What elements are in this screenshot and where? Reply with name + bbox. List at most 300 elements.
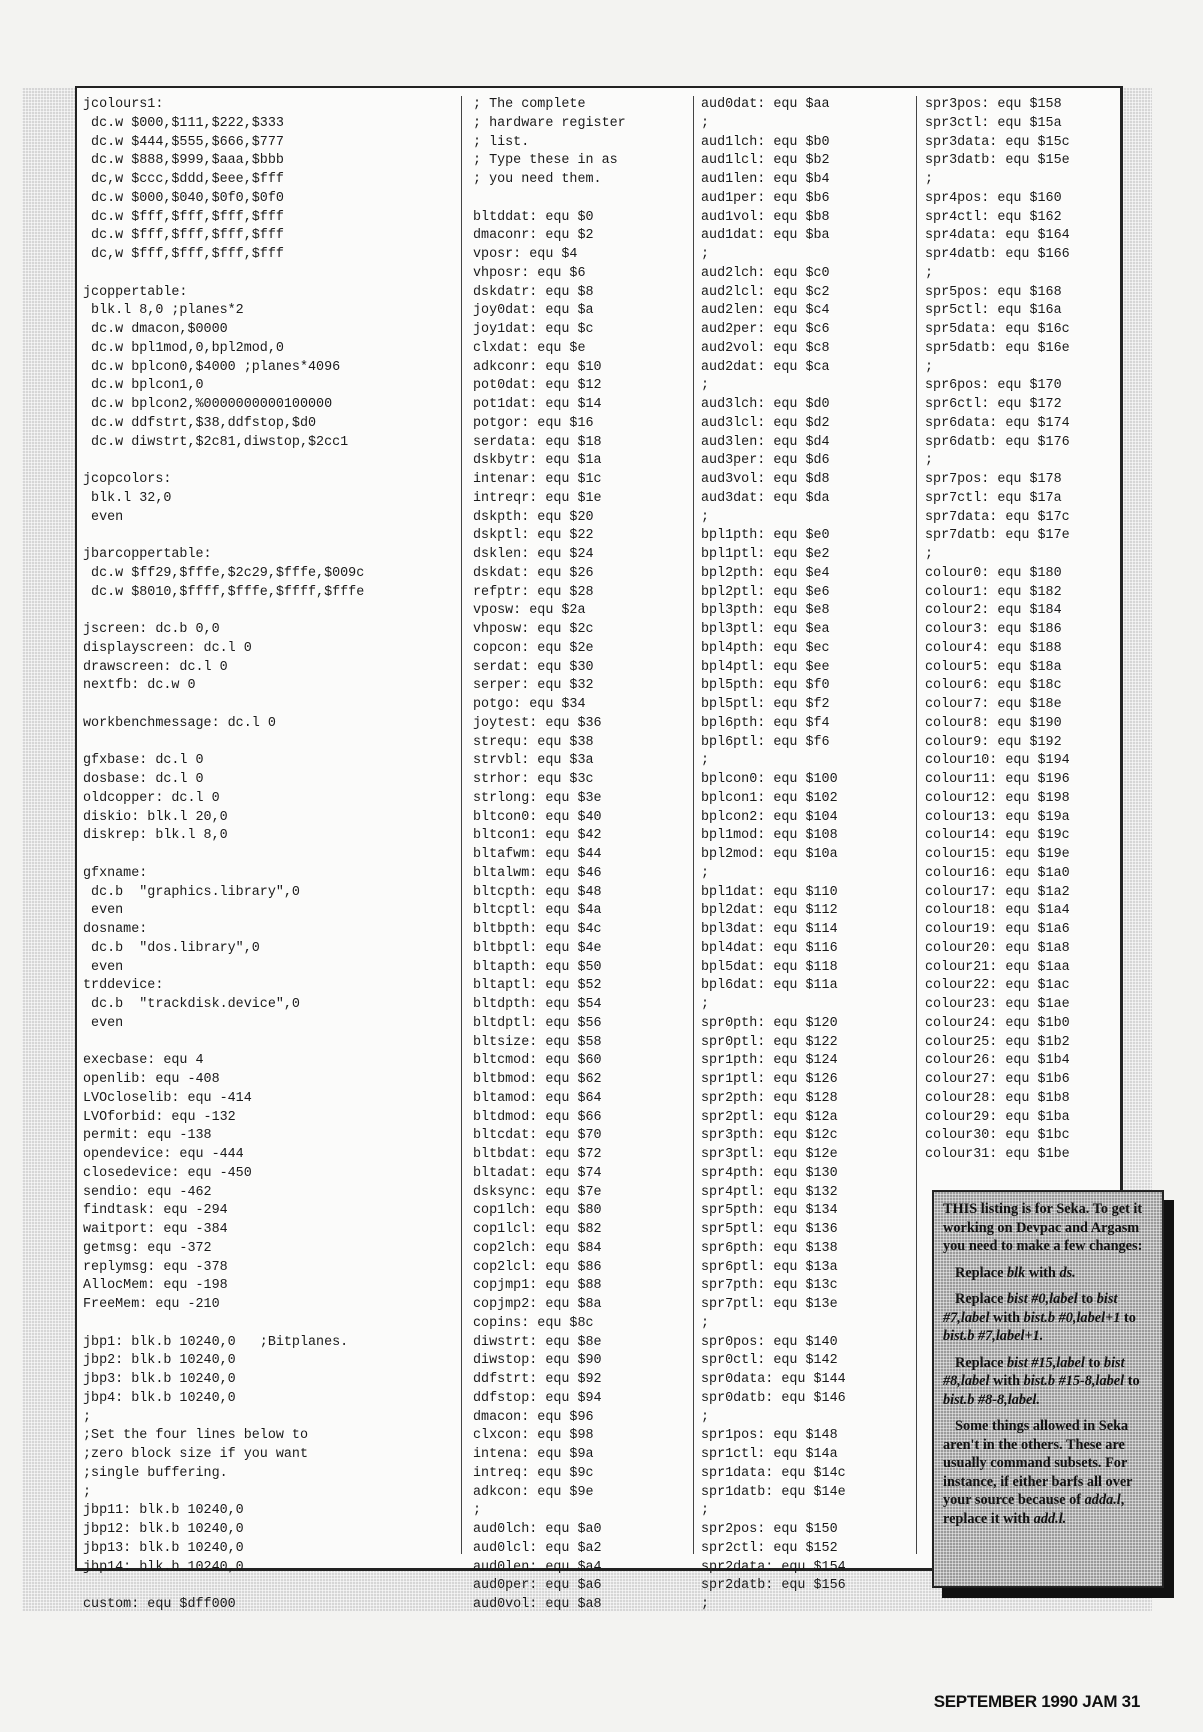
code-line: cop2lcl: equ $86 (473, 1259, 602, 1275)
code-line: aud1lcl: equ $b2 (701, 153, 830, 169)
code-line: aud0lcl: equ $a2 (473, 1540, 602, 1556)
code-line: spr4data: equ $164 (925, 228, 1070, 244)
code-line: spr7ptl: equ $13e (701, 1297, 838, 1312)
code-line: colour26: equ $1b4 (925, 1053, 1070, 1069)
code-line: jscreen: dc.b 0,0 (83, 622, 220, 637)
code-line: adkconr: equ $10 (473, 359, 602, 375)
code-line: ; (701, 1597, 710, 1612)
code-line: spr7datb: equ $17e (925, 528, 1070, 544)
code-line: jbp1: blk.b 10240,0 ;Bitplanes. (83, 1334, 349, 1350)
code-line: colour29: equ $1ba (925, 1109, 1070, 1125)
code-line: aud3vol: equ $d8 (701, 472, 830, 487)
code-line: spr7ctl: equ $17a (925, 490, 1062, 506)
code-line: jbp3: blk.b 10240,0 (83, 1372, 236, 1387)
code-line: colour12: equ $198 (925, 790, 1070, 806)
code-line: colour20: equ $1a8 (925, 940, 1070, 956)
code-line: spr3pth: equ $12c (701, 1128, 838, 1144)
code-line: dmacon: equ $96 (473, 1409, 594, 1425)
note-intro: THIS listing is for Seka. To get it working on Devpac and Argasm you need to make a few changes: (943, 1201, 1143, 1254)
code-line: clxdat: equ $e (473, 340, 586, 356)
code-line: vhposr: equ $6 (473, 265, 586, 281)
code-line: replymsg: equ -378 (83, 1259, 228, 1275)
code-line (473, 190, 693, 209)
note-paragraph: Replace bist #15,label to bist #8,label with bist.b #15-8,label to bist.b #8-8,label. (943, 1354, 1140, 1408)
code-line: bltbdat: equ $72 (473, 1147, 602, 1162)
code-line: spr1ptl: equ $126 (701, 1072, 838, 1087)
code-line: even (83, 1015, 124, 1031)
code-line: intreqr: equ $1e (473, 490, 602, 506)
code-line: dc.w bpl1mod,0,bpl2mod,0 (83, 340, 284, 356)
code-line: colour28: equ $1b8 (925, 1090, 1070, 1106)
code-line: jcolours1: (83, 97, 164, 112)
code-line: cop2lch: equ $84 (473, 1240, 602, 1256)
code-line: blk.l 32,0 (83, 490, 172, 506)
code-line: aud2vol: equ $c8 (701, 340, 830, 356)
code-line: spr0ctl: equ $142 (701, 1353, 838, 1369)
code-line: bltafwm: equ $44 (473, 847, 602, 862)
code-line: dc.w $000,$111,$222,$333 (83, 115, 284, 131)
code-line: spr0ptl: equ $122 (701, 1034, 838, 1050)
code-line (83, 602, 455, 621)
code-line: bpl5dat: equ $118 (701, 959, 838, 975)
code-line: bpl6pth: equ $f4 (701, 715, 830, 731)
code-line: colour15: equ $19e (925, 847, 1070, 862)
code-line: spr4pos: equ $160 (925, 190, 1062, 206)
code-line: dc.w bplcon2,%0000000000100000 (83, 397, 333, 412)
code-line: dc.w bplcon1,0 (83, 378, 204, 394)
code-line: sendio: equ -462 (83, 1184, 212, 1200)
code-line: spr7pos: equ $178 (925, 472, 1062, 487)
code-line: jcoppertable: (83, 284, 188, 300)
code-line: bplcon1: equ $102 (701, 790, 838, 806)
code-line: ; (925, 172, 934, 187)
code-line: spr4ptl: equ $132 (701, 1184, 838, 1200)
code-line: diwstop: equ $90 (473, 1353, 602, 1369)
code-line: opendevice: equ -444 (83, 1147, 244, 1162)
code-line: colour30: equ $1bc (925, 1128, 1070, 1144)
code-line: pot1dat: equ $14 (473, 397, 602, 412)
code-line: strhor: equ $3c (473, 772, 594, 787)
code-line: spr3ptl: equ $12e (701, 1147, 838, 1162)
code-line: joy1dat: equ $c (473, 322, 594, 337)
code-line: diskrep: blk.l 8,0 (83, 828, 228, 844)
code-line: aud2lch: equ $c0 (701, 265, 830, 281)
code-line (83, 696, 455, 715)
code-line: cop1lch: equ $80 (473, 1203, 602, 1219)
code-line: dosbase: dc.l 0 (83, 772, 204, 787)
code-line: aud0lch: equ $a0 (473, 1522, 602, 1537)
code-line: dc.b "dos.library",0 (83, 940, 260, 956)
code-line: bpl1mod: equ $108 (701, 828, 838, 844)
code-line: nextfb: dc.w 0 (83, 678, 196, 694)
code-line: jbp2: blk.b 10240,0 (83, 1353, 236, 1369)
code-line: ; (701, 865, 710, 881)
code-line: oldcopper: dc.l 0 (83, 790, 220, 806)
code-line: colour31: equ $1be (925, 1147, 1070, 1162)
code-line: dc,w $ccc,$ddd,$eee,$fff (83, 172, 284, 187)
code-line: colour24: equ $1b0 (925, 1015, 1070, 1031)
code-line: bpl4ptl: equ $ee (701, 659, 830, 675)
code-line: ; (925, 453, 934, 469)
code-line: copins: equ $8c (473, 1315, 594, 1331)
code-line: bltapth: equ $50 (473, 959, 602, 975)
code-line: colour0: equ $180 (925, 565, 1062, 581)
code-line: spr3ctl: equ $15a (925, 115, 1062, 131)
code-line: colour25: equ $1b2 (925, 1034, 1070, 1050)
code-line: aud1len: equ $b4 (701, 172, 830, 187)
code-line: bpl3ptl: equ $ea (701, 622, 830, 637)
code-line: bltamod: equ $64 (473, 1090, 602, 1106)
code-line: joy0dat: equ $a (473, 303, 594, 319)
code-line: vhposw: equ $2c (473, 622, 594, 637)
code-line: displayscreen: dc.l 0 (83, 640, 252, 656)
code-line: spr0pos: equ $140 (701, 1334, 838, 1350)
code-line: aud3per: equ $d6 (701, 453, 830, 469)
code-line: colour1: equ $182 (925, 584, 1062, 600)
code-line: aud2lcl: equ $c2 (701, 284, 830, 300)
code-line: bltcon1: equ $42 (473, 828, 602, 844)
code-line: dsksync: equ $7e (473, 1184, 602, 1200)
code-line: colour4: equ $188 (925, 640, 1062, 656)
code-line: ; you need them. (473, 172, 602, 187)
code-line: jbarcoppertable: (83, 547, 212, 562)
code-line: LVOcloselib: equ -414 (83, 1090, 252, 1106)
code-line: spr6datb: equ $176 (925, 434, 1070, 450)
code-line: bpl2ptl: equ $e6 (701, 584, 830, 600)
code-line: bpl1pth: equ $e0 (701, 528, 830, 544)
code-line: spr1pth: equ $124 (701, 1053, 838, 1069)
code-line: bltaptl: equ $52 (473, 978, 602, 994)
code-line: workbenchmessage: dc.l 0 (83, 715, 276, 731)
code-line: serper: equ $32 (473, 678, 594, 694)
code-line: bltcmod: equ $60 (473, 1053, 602, 1069)
code-line: spr1datb: equ $14e (701, 1484, 846, 1500)
code-line: drawscreen: dc.l 0 (83, 659, 228, 675)
code-line: bltddat: equ $0 (473, 209, 594, 225)
code-line: bpl3pth: equ $e8 (701, 603, 830, 619)
code-line: ; hardware register (473, 115, 626, 131)
code-line: colour3: equ $186 (925, 622, 1062, 637)
code-line: colour9: equ $192 (925, 734, 1062, 750)
code-line: even (83, 509, 124, 525)
code-line: dc.w dmacon,$0000 (83, 322, 228, 337)
code-line: strvbl: equ $3a (473, 753, 594, 769)
code-line: bltcon0: equ $40 (473, 809, 602, 825)
code-line: bpl5pth: equ $f0 (701, 678, 830, 694)
code-line: colour5: equ $18a (925, 659, 1062, 675)
code-line: waitport: equ -384 (83, 1222, 228, 1237)
code-line: gfxname: (83, 865, 148, 881)
code-line: vposw: equ $2a (473, 603, 586, 619)
code-line: spr3datb: equ $15e (925, 153, 1070, 169)
code-line: bpl4dat: equ $116 (701, 940, 838, 956)
code-line: bplcon2: equ $104 (701, 809, 838, 825)
listing-column-4 (925, 96, 1115, 1165)
code-line: jbp12: blk.b 10240,0 (83, 1522, 244, 1537)
code-line: bltcpth: equ $48 (473, 884, 602, 900)
code-line: intenar: equ $1c (473, 472, 602, 487)
code-line: aud1lch: equ $b0 (701, 134, 830, 150)
code-line: dc.w $8010,$ffff,$fffe,$ffff,$fffe (83, 584, 365, 600)
code-line: trddevice: (83, 978, 164, 994)
code-line: dsklen: equ $24 (473, 547, 594, 562)
code-line: spr3pos: equ $158 (925, 97, 1062, 112)
column-divider (461, 96, 462, 1554)
code-line: spr1ctl: equ $14a (701, 1447, 838, 1462)
code-line: aud3dat: equ $da (701, 490, 830, 506)
code-line: bplcon0: equ $100 (701, 772, 838, 787)
code-line: dskbytr: equ $1a (473, 453, 602, 469)
code-line (83, 527, 455, 546)
code-line: dmaconr: equ $2 (473, 228, 594, 244)
code-line: ;Set the four lines below to (83, 1428, 308, 1444)
code-line: strlong: equ $3e (473, 790, 602, 806)
code-line: spr3data: equ $15c (925, 134, 1070, 150)
code-line: dc.w $000,$040,$0f0,$0f0 (83, 190, 284, 206)
code-line: ; (925, 265, 934, 281)
code-line: colour17: equ $1a2 (925, 884, 1070, 900)
code-line: ; (701, 115, 710, 131)
code-line: LVOforbid: equ -132 (83, 1109, 236, 1125)
code-line: dc.w $444,$555,$666,$777 (83, 134, 284, 150)
code-line: permit: equ -138 (83, 1128, 212, 1144)
code-line: aud2dat: equ $ca (701, 359, 830, 375)
code-line: ; (701, 997, 710, 1012)
code-line: ; (701, 1409, 710, 1425)
code-line: findtask: equ -294 (83, 1203, 228, 1219)
code-line: colour27: equ $1b6 (925, 1072, 1070, 1087)
code-line: colour19: equ $1a6 (925, 922, 1070, 937)
code-line: spr5ptl: equ $136 (701, 1222, 838, 1237)
code-line: spr0datb: equ $146 (701, 1390, 846, 1406)
code-line: colour6: equ $18c (925, 678, 1062, 694)
code-line: spr2pth: equ $128 (701, 1090, 838, 1106)
code-line: aud2len: equ $c4 (701, 303, 830, 319)
code-line (83, 1034, 455, 1053)
code-line: openlib: equ -408 (83, 1072, 220, 1087)
code-line: copjmp1: equ $88 (473, 1278, 602, 1294)
code-line: ; (925, 547, 934, 562)
code-line: colour14: equ $19c (925, 828, 1070, 844)
code-line: copjmp2: equ $8a (473, 1297, 602, 1312)
seka-note-box (932, 1190, 1164, 1588)
code-line: execbase: equ 4 (83, 1053, 204, 1069)
code-line: aud3lcl: equ $d2 (701, 415, 830, 431)
code-line: ; (701, 1503, 710, 1519)
code-line: spr5pth: equ $134 (701, 1203, 838, 1219)
code-line: aud0vol: equ $a8 (473, 1597, 602, 1612)
code-line: jcopcolors: (83, 472, 172, 487)
code-line: ; (701, 509, 710, 525)
code-line: spr0data: equ $144 (701, 1372, 846, 1387)
code-line: aud2per: equ $c6 (701, 322, 830, 337)
code-line: even (83, 959, 124, 975)
code-line: bltcdat: equ $70 (473, 1128, 602, 1144)
code-line: ; (83, 1409, 92, 1425)
code-line: bltsize: equ $58 (473, 1034, 602, 1050)
code-line: dosname: (83, 922, 148, 937)
code-line: dskpth: equ $20 (473, 509, 594, 525)
code-line: ; (473, 1503, 482, 1519)
code-line: joytest: equ $36 (473, 715, 602, 731)
code-line: spr6pos: equ $170 (925, 378, 1062, 394)
code-line: adkcon: equ $9e (473, 1484, 594, 1500)
code-line: bltalwm: equ $46 (473, 865, 602, 881)
code-line: pot0dat: equ $12 (473, 378, 602, 394)
code-line: spr1pos: equ $148 (701, 1428, 838, 1444)
code-line: bpl6ptl: equ $f6 (701, 734, 830, 750)
code-line (83, 734, 455, 753)
code-line: jbp14: blk.b 10240,0 (83, 1559, 244, 1575)
code-line: colour7: equ $18e (925, 697, 1062, 712)
code-line: diwstrt: equ $8e (473, 1334, 602, 1350)
code-line: colour13: equ $19a (925, 809, 1070, 825)
code-line: bpl2pth: equ $e4 (701, 565, 830, 581)
code-line: colour16: equ $1a0 (925, 865, 1070, 881)
code-line: diskio: blk.l 20,0 (83, 809, 228, 825)
code-line: spr6ptl: equ $13a (701, 1259, 838, 1275)
code-line: ddfstop: equ $94 (473, 1390, 602, 1406)
code-line: potgo: equ $34 (473, 697, 586, 712)
code-line: colour18: equ $1a4 (925, 903, 1070, 919)
code-line: bltbpth: equ $4c (473, 922, 602, 937)
code-line: jbp11: blk.b 10240,0 (83, 1503, 244, 1519)
code-line: spr7data: equ $17c (925, 509, 1070, 525)
code-line: spr6pth: equ $138 (701, 1240, 838, 1256)
code-line: serdata: equ $18 (473, 434, 602, 450)
code-line: dc.b "graphics.library",0 (83, 884, 300, 900)
code-line: colour2: equ $184 (925, 603, 1062, 619)
code-line: aud3lch: equ $d0 (701, 397, 830, 412)
code-line: AllocMem: equ -198 (83, 1278, 228, 1294)
code-line: bltbmod: equ $62 (473, 1072, 602, 1087)
code-line: spr2ctl: equ $152 (701, 1540, 838, 1556)
code-line: strequ: equ $38 (473, 734, 594, 750)
listing-column-2 (473, 96, 693, 1615)
code-line: dc.w $fff,$fff,$fff,$fff (83, 209, 284, 225)
code-line: colour8: equ $190 (925, 715, 1062, 731)
code-line: aud0dat: equ $aa (701, 97, 830, 112)
code-line: spr4datb: equ $166 (925, 247, 1070, 262)
code-line: aud1dat: equ $ba (701, 228, 830, 244)
code-line: intena: equ $9a (473, 1447, 594, 1462)
code-line: potgor: equ $16 (473, 415, 594, 431)
code-line: ; list. (473, 134, 530, 150)
code-line: blk.l 8,0 ;planes*2 (83, 303, 244, 319)
code-line: spr2ptl: equ $12a (701, 1109, 838, 1125)
code-line (83, 1315, 455, 1334)
code-line: aud3len: equ $d4 (701, 434, 830, 450)
code-line: dskptl: equ $22 (473, 528, 594, 544)
code-line: spr2data: equ $154 (701, 1559, 846, 1575)
code-line: dc.w $fff,$fff,$fff,$fff (83, 228, 284, 244)
code-line: dc.w $888,$999,$aaa,$bbb (83, 153, 284, 169)
code-line: ddfstrt: equ $92 (473, 1372, 602, 1387)
column-divider (693, 96, 694, 1554)
code-line: spr5ctl: equ $16a (925, 303, 1062, 319)
code-line: clxcon: equ $98 (473, 1428, 594, 1444)
code-line (83, 452, 455, 471)
code-line: cop1lcl: equ $82 (473, 1222, 602, 1237)
code-line: aud0per: equ $a6 (473, 1578, 602, 1594)
code-line: FreeMem: equ -210 (83, 1297, 220, 1312)
note-paragraph: Replace blk with ds. (955, 1264, 1076, 1281)
code-line: spr2datb: equ $156 (701, 1578, 846, 1594)
code-line: vposr: equ $4 (473, 247, 578, 262)
code-line: bltbptl: equ $4e (473, 940, 602, 956)
code-line: spr4ctl: equ $162 (925, 209, 1062, 225)
code-line: spr5data: equ $16c (925, 322, 1070, 337)
code-line: refptr: equ $28 (473, 584, 594, 600)
code-line: colour22: equ $1ac (925, 978, 1070, 994)
code-line: dc.w bplcon0,$4000 ;planes*4096 (83, 359, 341, 375)
code-line: bpl5ptl: equ $f2 (701, 697, 830, 712)
code-line: jbp13: blk.b 10240,0 (83, 1540, 244, 1556)
code-line: dc.w ddfstrt,$38,ddfstop,$d0 (83, 415, 317, 431)
column-divider (916, 96, 917, 1554)
code-line: bltdmod: equ $66 (473, 1109, 602, 1125)
code-line: spr0pth: equ $120 (701, 1015, 838, 1031)
code-line: getmsg: equ -372 (83, 1240, 212, 1256)
code-line (83, 265, 455, 284)
code-line: colour21: equ $1aa (925, 959, 1070, 975)
code-line: bltdpth: equ $54 (473, 997, 602, 1012)
code-line: spr1data: equ $14c (701, 1465, 846, 1481)
note-paragraph: Replace bist #0,label to bist #7,label with bist.b #0,label+1 to bist.b #7,label+1. (943, 1291, 1136, 1344)
listing-column-3 (701, 96, 911, 1615)
code-line: ; (701, 753, 710, 769)
code-line: spr7pth: equ $13c (701, 1278, 838, 1294)
code-line: spr5datb: equ $16e (925, 340, 1070, 356)
code-line: colour10: equ $194 (925, 753, 1070, 769)
code-line: bpl3dat: equ $114 (701, 922, 838, 937)
code-line: spr2pos: equ $150 (701, 1522, 838, 1537)
code-line: dskdat: equ $26 (473, 565, 594, 581)
code-line (83, 1577, 455, 1596)
page-footer: SEPTEMBER 1990 JAM 31 (933, 1692, 1140, 1711)
code-line: closedevice: equ -450 (83, 1165, 252, 1181)
code-line: copcon: equ $2e (473, 640, 594, 656)
code-line: bltdptl: equ $56 (473, 1015, 602, 1031)
code-line: serdat: equ $30 (473, 659, 594, 675)
code-line: spr6ctl: equ $172 (925, 397, 1062, 412)
code-line: ;zero block size if you want (83, 1447, 308, 1462)
code-line: ; (925, 359, 934, 375)
code-line: bltadat: equ $74 (473, 1165, 602, 1181)
code-line: ; (83, 1484, 92, 1500)
code-line: intreq: equ $9c (473, 1465, 594, 1481)
code-line: dskdatr: equ $8 (473, 284, 594, 300)
code-line: custom: equ $dff000 (83, 1597, 236, 1612)
code-line: even (83, 903, 124, 919)
code-line: bpl2dat: equ $112 (701, 903, 838, 919)
code-line: ; (701, 247, 710, 262)
code-line: ; (701, 1315, 710, 1331)
code-line: colour11: equ $196 (925, 772, 1070, 787)
code-line: aud1per: equ $b6 (701, 190, 830, 206)
code-line: dc.b "trackdisk.device",0 (83, 997, 300, 1012)
code-line: spr5pos: equ $168 (925, 284, 1062, 300)
code-line: aud0len: equ $a4 (473, 1559, 602, 1575)
listing-column-1 (83, 96, 455, 1615)
code-line: bpl1dat: equ $110 (701, 884, 838, 900)
code-line: bpl1ptl: equ $e2 (701, 547, 830, 562)
code-line: ;single buffering. (83, 1465, 228, 1481)
note-paragraph: Some things allowed in Seka aren't in the others. These are usually command subsets. For instance, if either barfs all over your source because of adda.l, replace it with add.l. (943, 1418, 1133, 1527)
code-line: jbp4: blk.b 10240,0 (83, 1390, 236, 1406)
code-line: dc.w $ff29,$fffe,$2c29,$fffe,$009c (83, 565, 365, 581)
code-line: bpl6dat: equ $11a (701, 978, 838, 994)
